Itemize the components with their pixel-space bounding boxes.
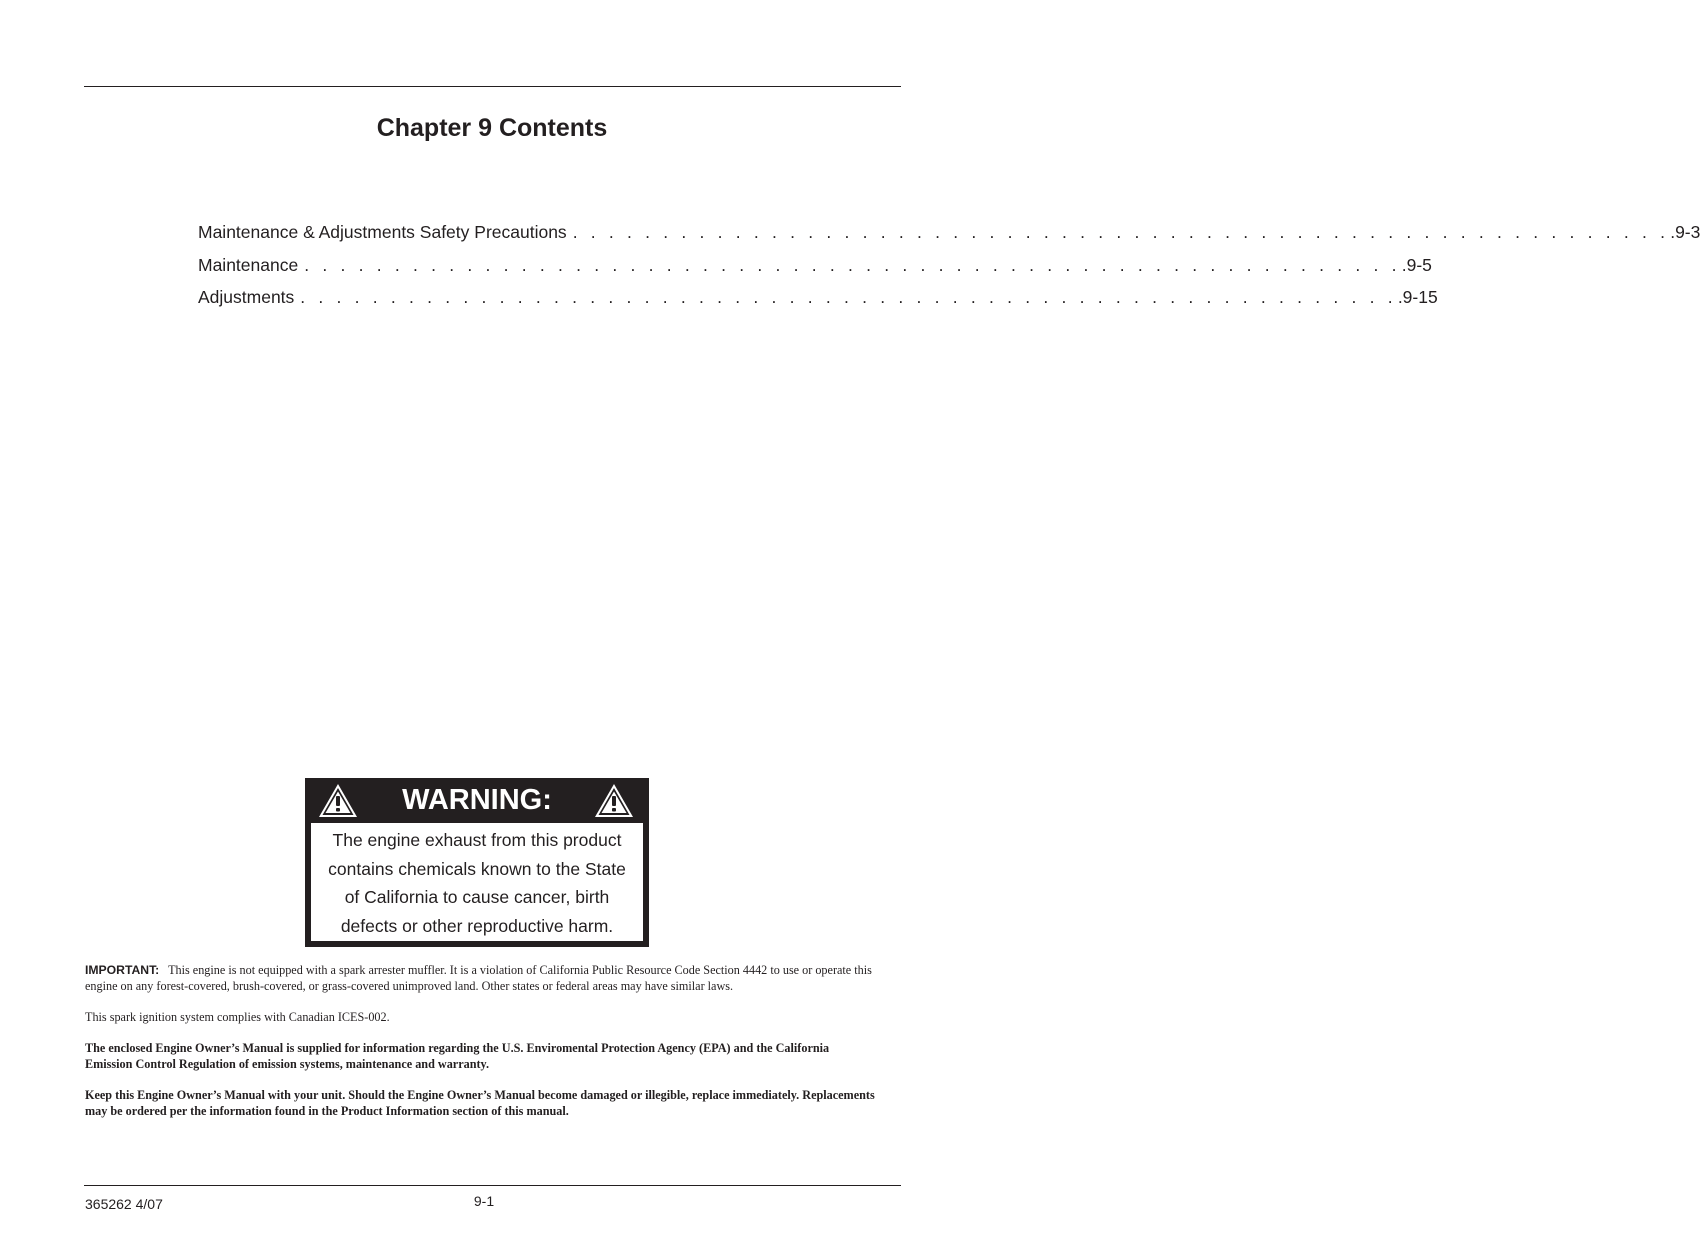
toc-entry-label: Maintenance <box>198 254 299 275</box>
notes-section <box>85 962 875 1134</box>
toc-leader-dots: . . . . . . . . . . . . . . . . . . . . . . . . . . . . . . . . . . . . . . . . . . . . . . . . . . . . . . . . . . . . . <box>572 222 1670 242</box>
warning-title: WARNING: <box>402 784 552 816</box>
table-of-contents <box>198 222 1700 320</box>
header-rule <box>84 86 901 87</box>
warning-line: defects or other reproductive harm. <box>340 915 614 936</box>
warning-line: of California to cause cancer, birth <box>344 887 610 907</box>
toc-entry-maintenance[interactable] <box>198 254 1432 288</box>
toc-leader-dots: . . . . . . . . . . . . . . . . . . . . . . . . . . . . . . . . . . . . . . . . . . . . . . . . . . . . . . . . . . . . . <box>300 287 1397 307</box>
toc-entry-page: .9-5 <box>1401 254 1432 275</box>
toc-entry-label: Adjustments <box>198 287 295 307</box>
page-title: Chapter 9 Contents <box>376 114 608 142</box>
warning-box <box>305 778 649 947</box>
footer-rule <box>84 1185 901 1186</box>
toc-entry-page: .9-15 <box>1397 287 1438 307</box>
warning-line: contains chemicals known to the State <box>328 858 626 879</box>
warning-triangle-icon <box>593 782 635 819</box>
warning-triangle-icon <box>317 782 359 819</box>
ices-note: This spark ignition system complies with Canadian ICES-002. <box>85 1010 390 1024</box>
warning-header <box>305 778 649 822</box>
toc-entry-page: .9-3 <box>1670 222 1700 242</box>
document-code: 365262 4/07 <box>85 1196 163 1212</box>
toc-entry-adjustments[interactable] <box>198 287 1438 320</box>
toc-entry-label: Maintenance & Adjustments Safety Precautions <box>198 222 567 242</box>
important-text: This engine is not equipped with a spark arrester muffler. It is a violation of California Public Resource Code Section 4442 to use or operate this engine on any forest-covered, brush-covered, or grass-covered unimproved land. Other states or federal areas may have similar laws. <box>85 963 872 993</box>
keep-manual-note: Keep this Engine Owner’s Manual with your unit. Should the Engine Owner’s Manual become damaged or illegible, replace immediately. Replacements may be ordered per the information found in the Product Information section of this manual. <box>85 1088 875 1118</box>
important-label: IMPORTANT: <box>85 963 160 977</box>
warning-line: The engine exhaust from this product <box>332 830 622 850</box>
toc-entry-safety[interactable] <box>198 222 1700 255</box>
warning-message <box>311 823 643 941</box>
important-note <box>85 962 875 994</box>
page-number: 9-1 <box>473 1193 495 1209</box>
epa-note: The enclosed Engine Owner’s Manual is supplied for information regarding the U.S. Enviromental Protection Agency (EPA) and the California Emission Control Regulation of emission systems, maintenance and warranty. <box>85 1041 830 1071</box>
toc-leader-dots: . . . . . . . . . . . . . . . . . . . . . . . . . . . . . . . . . . . . . . . . . . . . . . . . . . . . . . . . . . . . . <box>304 254 1401 275</box>
